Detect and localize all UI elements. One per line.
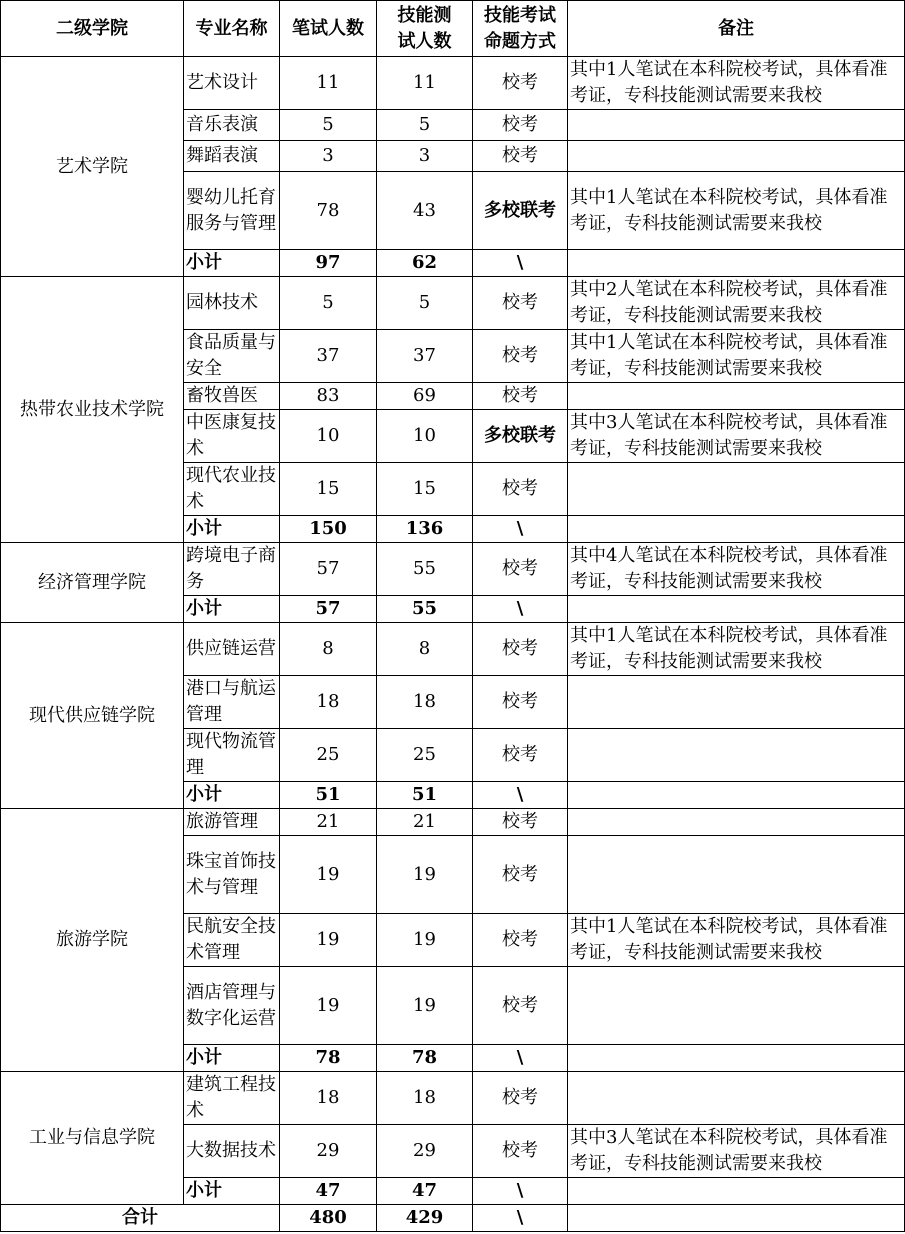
note-cell [568,141,905,172]
table-row [1,1072,905,1125]
exam-method: 校考 [473,543,568,596]
written-count: 15 [280,463,377,516]
total-label: 合计 [1,1205,280,1232]
subtotal-written: 78 [280,1045,377,1072]
subtotal-slash: \ [473,782,568,809]
skill-count: 19 [377,967,473,1045]
table-row [1,57,905,110]
subtotal-label: 小计 [184,516,280,543]
subtotal-skill: 62 [377,250,473,277]
header-written: 笔试人数 [280,1,377,57]
header-note: 备注 [568,1,905,57]
written-count: 5 [280,110,377,141]
written-count: 8 [280,623,377,676]
total-row [1,1205,905,1232]
subtotal-note-empty [568,782,905,809]
college-name: 热带农业技术学院 [1,277,184,543]
subtotal-label: 小计 [184,1178,280,1205]
exam-method: 校考 [473,277,568,330]
skill-count: 69 [377,383,473,410]
exam-method: 多校联考 [473,172,568,250]
college-name: 工业与信息学院 [1,1072,184,1205]
subtotal-label: 小计 [184,1045,280,1072]
written-count: 37 [280,330,377,383]
header-skill: 技能测试人数 [377,1,473,57]
written-count: 78 [280,172,377,250]
exam-method: 校考 [473,110,568,141]
skill-count: 8 [377,623,473,676]
subtotal-slash: \ [473,250,568,277]
written-count: 19 [280,967,377,1045]
skill-count: 43 [377,172,473,250]
major-name: 现代物流管理 [184,729,280,782]
exam-method: 校考 [473,676,568,729]
major-name: 音乐表演 [184,110,280,141]
skill-count: 15 [377,463,473,516]
skill-count: 18 [377,676,473,729]
exam-method: 校考 [473,57,568,110]
major-name: 舞蹈表演 [184,141,280,172]
major-name: 食品质量与安全 [184,330,280,383]
exam-method: 校考 [473,729,568,782]
subtotal-slash: \ [473,596,568,623]
major-name: 畜牧兽医 [184,383,280,410]
skill-count: 5 [377,110,473,141]
note-cell: 其中1人笔试在本科院校考试，具体看准考证，专科技能测试需要来我校 [568,914,905,967]
exam-method: 多校联考 [473,410,568,463]
exam-method: 校考 [473,1072,568,1125]
skill-count: 3 [377,141,473,172]
exam-method: 校考 [473,967,568,1045]
major-name: 艺术设计 [184,57,280,110]
college-name: 旅游学院 [1,809,184,1072]
total-skill: 429 [377,1205,473,1232]
college-name: 经济管理学院 [1,543,184,623]
note-cell [568,729,905,782]
major-name: 跨境电子商务 [184,543,280,596]
college-name: 现代供应链学院 [1,623,184,809]
skill-count: 21 [377,809,473,836]
note-cell: 其中4人笔试在本科院校考试，具体看准考证，专科技能测试需要来我校 [568,543,905,596]
subtotal-note-empty [568,250,905,277]
subtotal-written: 150 [280,516,377,543]
note-cell [568,463,905,516]
subtotal-note-empty [568,1178,905,1205]
subtotal-slash: \ [473,1045,568,1072]
exam-method: 校考 [473,914,568,967]
exam-method: 校考 [473,623,568,676]
note-cell: 其中1人笔试在本科院校考试，具体看准考证，专科技能测试需要来我校 [568,172,905,250]
exam-method: 校考 [473,383,568,410]
major-name: 旅游管理 [184,809,280,836]
exam-method: 校考 [473,141,568,172]
exam-method: 校考 [473,330,568,383]
note-cell: 其中3人笔试在本科院校考试，具体看准考证，专科技能测试需要来我校 [568,410,905,463]
subtotal-label: 小计 [184,782,280,809]
written-count: 83 [280,383,377,410]
exam-method: 校考 [473,809,568,836]
major-name: 中医康复技术 [184,410,280,463]
skill-count: 25 [377,729,473,782]
written-count: 57 [280,543,377,596]
skill-count: 55 [377,543,473,596]
subtotal-label: 小计 [184,596,280,623]
note-cell [568,967,905,1045]
subtotal-written: 97 [280,250,377,277]
subtotal-skill: 55 [377,596,473,623]
subtotal-skill: 78 [377,1045,473,1072]
note-cell [568,809,905,836]
written-count: 5 [280,277,377,330]
note-cell [568,676,905,729]
skill-count: 19 [377,836,473,914]
major-name: 婴幼儿托育服务与管理 [184,172,280,250]
exam-method: 校考 [473,1125,568,1178]
subtotal-note-empty [568,596,905,623]
subtotal-skill: 136 [377,516,473,543]
major-name: 园林技术 [184,277,280,330]
subtotal-note-empty [568,1045,905,1072]
header-college: 二级学院 [1,1,184,57]
subtotal-skill: 47 [377,1178,473,1205]
exam-method: 校考 [473,836,568,914]
written-count: 29 [280,1125,377,1178]
skill-count: 37 [377,330,473,383]
subtotal-label: 小计 [184,250,280,277]
skill-count: 10 [377,410,473,463]
header-method: 技能考试命题方式 [473,1,568,57]
note-cell [568,836,905,914]
subtotal-slash: \ [473,1178,568,1205]
written-count: 25 [280,729,377,782]
note-cell: 其中2人笔试在本科院校考试，具体看准考证，专科技能测试需要来我校 [568,277,905,330]
table-row [1,809,905,836]
written-count: 19 [280,836,377,914]
note-cell: 其中1人笔试在本科院校考试，具体看准考证，专科技能测试需要来我校 [568,623,905,676]
note-cell [568,1072,905,1125]
skill-count: 29 [377,1125,473,1178]
table-row [1,623,905,676]
major-name: 酒店管理与数字化运营 [184,967,280,1045]
written-count: 21 [280,809,377,836]
written-count: 3 [280,141,377,172]
subtotal-note-empty [568,516,905,543]
major-name: 港口与航运管理 [184,676,280,729]
skill-count: 18 [377,1072,473,1125]
major-name: 现代农业技术 [184,463,280,516]
header-major: 专业名称 [184,1,280,57]
skill-count: 11 [377,57,473,110]
major-name: 建筑工程技术 [184,1072,280,1125]
written-count: 10 [280,410,377,463]
skill-count: 19 [377,914,473,967]
subtotal-written: 51 [280,782,377,809]
note-cell: 其中3人笔试在本科院校考试，具体看准考证，专科技能测试需要来我校 [568,1125,905,1178]
major-name: 供应链运营 [184,623,280,676]
note-cell: 其中1人笔试在本科院校考试，具体看准考证，专科技能测试需要来我校 [568,57,905,110]
table-row [1,543,905,596]
written-count: 18 [280,1072,377,1125]
note-cell [568,383,905,410]
note-cell [568,110,905,141]
total-written: 480 [280,1205,377,1232]
note-cell: 其中1人笔试在本科院校考试，具体看准考证，专科技能测试需要来我校 [568,330,905,383]
subtotal-skill: 51 [377,782,473,809]
major-name: 珠宝首饰技术与管理 [184,836,280,914]
written-count: 19 [280,914,377,967]
major-name: 大数据技术 [184,1125,280,1178]
table-row [1,277,905,330]
header-row [1,1,905,57]
written-count: 11 [280,57,377,110]
total-slash: \ [473,1205,568,1232]
total-note-empty [568,1205,905,1232]
exam-method: 校考 [473,463,568,516]
subtotal-written: 57 [280,596,377,623]
subtotal-written: 47 [280,1178,377,1205]
subtotal-slash: \ [473,516,568,543]
major-name: 民航安全技术管理 [184,914,280,967]
skill-count: 5 [377,277,473,330]
college-name: 艺术学院 [1,57,184,277]
written-count: 18 [280,676,377,729]
